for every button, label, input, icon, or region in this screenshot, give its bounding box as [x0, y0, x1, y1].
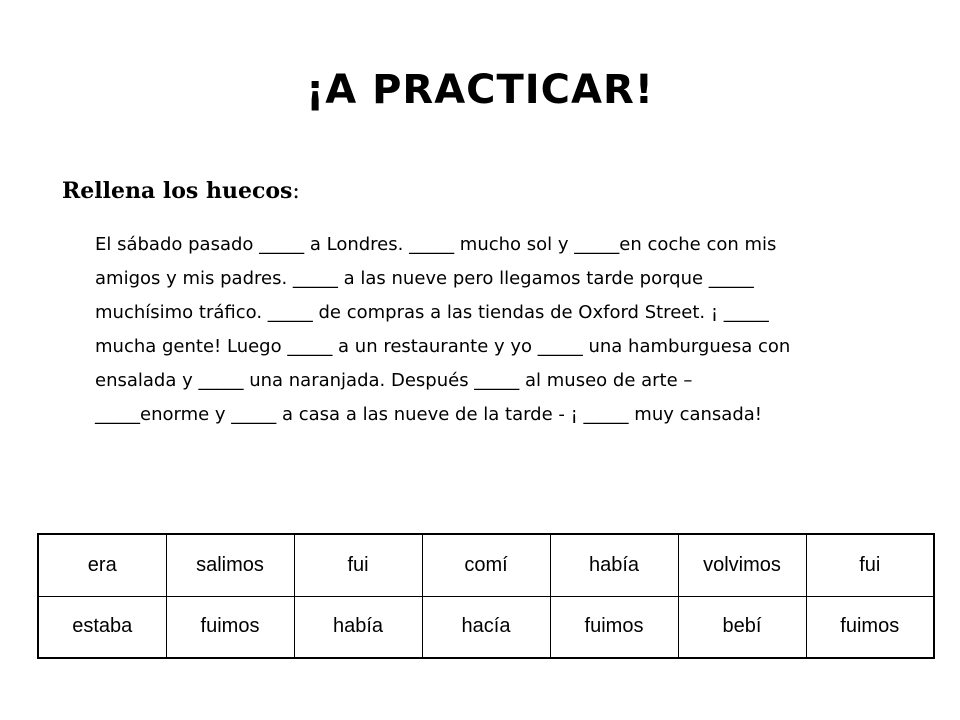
- table-row: [38, 534, 934, 596]
- passage-line: muchísimo tráfico. _____ de compras a las tiendas de Oxford Street. ¡ _____: [95, 302, 769, 323]
- table-row: [38, 596, 934, 658]
- word-cell: bebí: [678, 596, 806, 658]
- passage-line: mucha gente! Luego _____ a un restaurante y yo _____ una hamburguesa con: [95, 336, 791, 357]
- word-cell: había: [550, 534, 678, 596]
- passage-line: El sábado pasado _____ a Londres. _____ mucho sol y _____en coche con mis: [95, 234, 777, 255]
- passage-line: _____enorme y _____ a casa a las nueve de la tarde - ¡ _____ muy cansada!: [95, 404, 763, 425]
- word-cell: fuimos: [166, 596, 294, 658]
- word-cell: hacía: [422, 596, 550, 658]
- instruction-heading: [62, 180, 300, 203]
- passage-line: amigos y mis padres. _____ a las nueve pero llegamos tarde porque _____: [95, 268, 754, 289]
- word-bank-table: [37, 533, 935, 659]
- word-cell: estaba: [38, 596, 166, 658]
- fill-in-passage: [95, 228, 955, 432]
- word-cell: salimos: [166, 534, 294, 596]
- passage-line: ensalada y _____ una naranjada. Después _____ al museo de arte –: [95, 370, 693, 391]
- instruction-colon: :: [292, 179, 300, 204]
- word-cell: comí: [422, 534, 550, 596]
- word-cell: fuimos: [806, 596, 934, 658]
- instruction-label: Rellena los huecos: [62, 178, 293, 204]
- word-cell: era: [38, 534, 166, 596]
- word-cell: fuimos: [550, 596, 678, 658]
- word-cell: había: [294, 596, 422, 658]
- word-cell: fui: [294, 534, 422, 596]
- page-title: ¡A PRACTICAR!: [305, 67, 655, 113]
- word-cell: fui: [806, 534, 934, 596]
- word-cell: volvimos: [678, 534, 806, 596]
